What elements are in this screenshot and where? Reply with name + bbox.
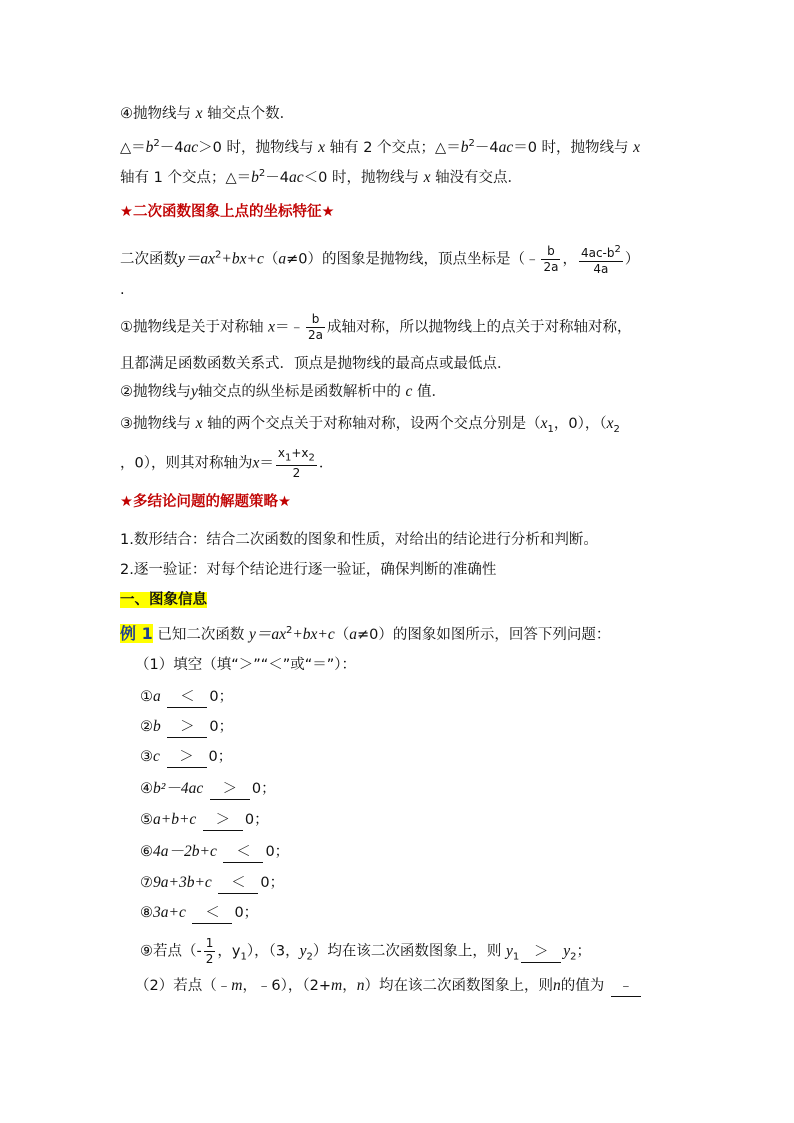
answer-blank[interactable]: ﹣ <box>611 976 641 997</box>
fraction-midpoint: $\frac{x_1+x_2}{2}$ <box>277 446 315 481</box>
fill-item: ⑦9a+3b+c ＜ 0； <box>140 873 284 894</box>
fill-item: ②b ＞ 0； <box>140 717 233 738</box>
period: . <box>120 282 125 298</box>
example-tag: 例 1 <box>120 623 153 643</box>
fill-item-9: ⑨若点（- $\frac{1}{2}$ ，$y_1$），（3，$y_2$）均在该二次函数图象上，则 $y_1 > y_2$； <box>140 936 591 966</box>
question-1: （1）填空（填“＞”“＜”或“＝”）： <box>135 657 357 673</box>
section-title: 一、图象信息 <box>120 592 207 608</box>
strategy-2: 2.逐一验证：对每个结论进行逐一验证，确保判断的准确性 <box>120 562 497 578</box>
paragraph-symmetry: ①抛物线是关于对称轴 x＝﹣ $\frac{b}{2a}$ 成轴对称，所以抛物线上的点关于对称轴对称， <box>120 312 632 342</box>
answer-blank[interactable]: ＞ <box>210 779 250 800</box>
fill-item: ③c ＞ 0； <box>140 747 232 768</box>
example-1-stem: 例 1 已知二次函数 $y=ax^2+bx+c(a\ne 0)$的图象如图所示，回答下列问题： <box>120 623 611 643</box>
fill-item: ⑧3a+c ＜ 0； <box>140 903 258 924</box>
answer-blank[interactable]: ＜ <box>167 687 207 708</box>
fraction-one-half: $\frac{1}{2}$ <box>205 936 214 966</box>
answer-blank[interactable]: ＞ <box>521 942 561 963</box>
answer-blank[interactable]: ＜ <box>192 903 232 924</box>
strategy-1: 1.数形结合：结合二次函数的图象和性质，对给出的结论进行分析和判断。 <box>120 532 598 548</box>
fill-item: ⑥4a－2b+c ＜ 0； <box>140 842 289 863</box>
question-2: （2）若点（﹣m，﹣6），（2+m，n）均在该二次函数图象上，则n的值为 ﹣ <box>135 976 643 997</box>
fill-item: ⑤a+b+c ＞ 0； <box>140 810 269 831</box>
fraction-axis: $\frac{b}{2a}$ <box>308 312 323 342</box>
paragraph-delta-cont: 轴有 1 个交点；$\triangle=b^2-4ac<0$ 时，抛物线与 x 轴没有交点． <box>120 168 523 186</box>
heading-coordinate-features: ★二次函数图象上点的坐标特征★ <box>120 204 335 220</box>
paragraph-delta: $\triangle=b^2-4ac>0$ 时，抛物线与 x 轴有 2 个交点；$\triangle=b^2-4ac=0$ 时，抛物线与 x <box>120 138 641 156</box>
paragraph-axis-formula: ，0），则其对称轴为x＝ $\frac{x_1+x_2}{2}$ ． <box>120 446 334 481</box>
answer-blank[interactable]: ＜ <box>223 842 263 863</box>
paragraph-vertex: 二次函数$y=ax^2+bx+c(a\ne 0)$的图象是抛物线，顶点坐标是（﹣ $\frac{b}{2a}$ ， $\frac{4ac-b^2}{4a}$ ） <box>120 244 640 276</box>
answer-blank[interactable]: ＜ <box>218 873 258 894</box>
fraction-vertex-y: $\frac{4ac-b^2}{4a}$ <box>580 244 621 276</box>
fill-item: ④b²－4ac ＞ 0； <box>140 779 276 800</box>
heading-multi-conclusion: ★多结论问题的解题策略★ <box>120 494 291 510</box>
answer-blank[interactable]: ＞ <box>167 747 207 768</box>
answer-blank[interactable]: ＞ <box>203 810 243 831</box>
answer-blank[interactable]: ＞ <box>167 717 207 738</box>
paragraph-extremum: 且都满足函数函数关系式．顶点是抛物线的最高点或最低点． <box>120 356 512 372</box>
fraction-b-over-2a: $\frac{b}{2a}$ <box>543 244 559 274</box>
fill-item: ①a ＜ 0； <box>140 687 233 708</box>
paragraph-roots: ③抛物线与 x 轴的两个交点关于对称轴对称，设两个交点分别是（$x_1$，0），（$x_2$ <box>120 415 620 435</box>
paragraph-item4: ④抛物线与 x 轴交点个数． <box>120 105 295 122</box>
paragraph-y-intercept: ②抛物线与y轴交点的纵坐标是函数解析中的 c 值． <box>120 383 446 400</box>
